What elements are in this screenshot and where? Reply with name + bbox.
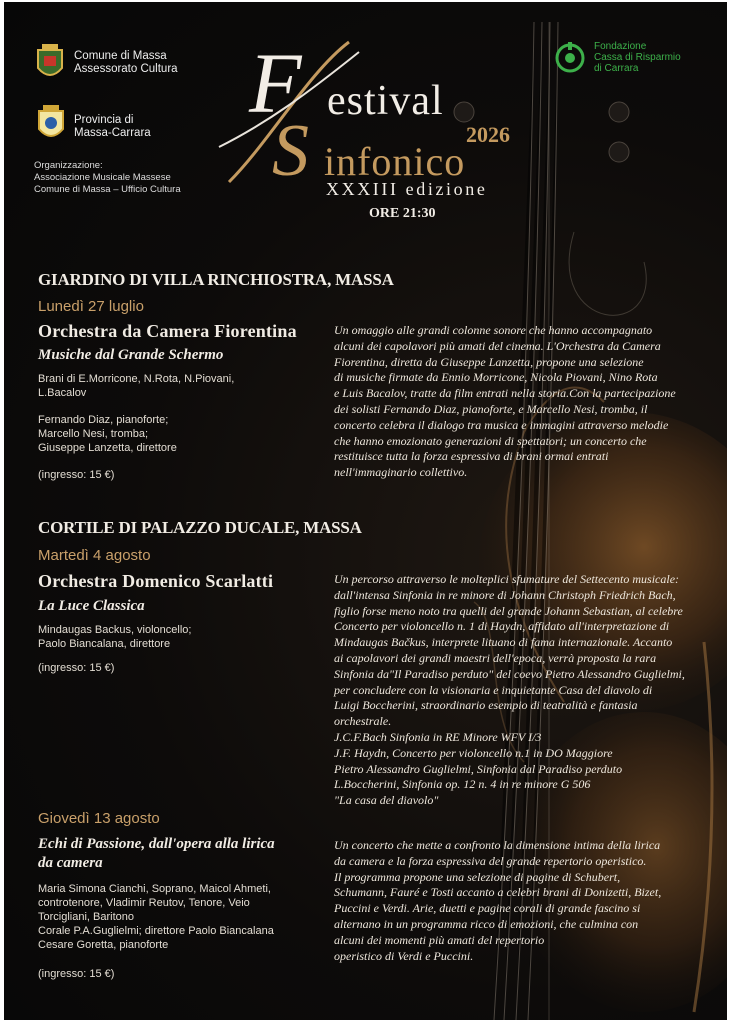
comune-logo bbox=[34, 42, 66, 89]
desc-line: ai capolavori dei grandi maestri dell'epoca, verrà proposta la rara bbox=[334, 650, 657, 665]
event-2-performers bbox=[38, 623, 191, 651]
desc-line: operistico di Verdi e Puccini. bbox=[334, 948, 474, 963]
performer-line: Mindaugas Backus, violoncello; bbox=[38, 624, 192, 636]
desc-line: e Luis Bacalov, tratte da film entrati nella storia.Con la partecipazione bbox=[334, 386, 676, 401]
event-1-date: Lunedì 27 luglio bbox=[38, 298, 144, 315]
title-letter-f: F bbox=[249, 35, 302, 131]
title-edition: XXXIII edizione bbox=[326, 179, 488, 199]
event-3-performers bbox=[38, 882, 274, 952]
provincia-name-1: Provincia di bbox=[74, 114, 134, 126]
desc-line: alcuni dei capolavori più amati del cinema. L'Orchestra da Camera bbox=[334, 338, 661, 353]
desc-line: Concerto per violoncello n. 1 di Haydn, affidato all'interpretazione di bbox=[334, 619, 670, 634]
event-3-subtitle bbox=[38, 835, 275, 873]
desc-line: Fiorentina, diretta da Giuseppe Lanzetta, propone una selezione bbox=[334, 354, 644, 369]
org-line-1: Associazione Musicale Massese bbox=[34, 172, 171, 183]
event-3-date: Giovedì 13 agosto bbox=[38, 810, 160, 827]
subtitle-line: da camera bbox=[38, 855, 103, 871]
org-line-2: Comune di Massa – Ufficio Cultura bbox=[34, 184, 181, 195]
event-2-subtitle: La Luce Classica bbox=[38, 598, 145, 614]
organizzazione bbox=[34, 160, 181, 196]
comune-name: Comune di Massa bbox=[74, 50, 167, 62]
desc-line: J.F. Haydn, Concerto per violoncello n.1 in DO Maggiore bbox=[334, 745, 613, 760]
desc-line: Puccini e Verdi. Arie, duetti e pagine corali di grande fascino si bbox=[334, 901, 641, 916]
desc-line: di musiche firmate da Ennio Morricone, Nicola Piovani, Nino Rota bbox=[334, 370, 658, 385]
concert-time: ORE 21:30 bbox=[369, 206, 436, 221]
title-year: 2026 bbox=[466, 122, 510, 147]
desc-line: restituisce tutta la forza espressiva di brani ormai entrati bbox=[334, 449, 609, 464]
performer-line: Corale P.A.Guglielmi; direttore Paolo Biancalana bbox=[38, 925, 274, 937]
provincia-name-2: Massa-Carrara bbox=[74, 127, 151, 139]
performer-line: controtenore, Vladimir Reutov, Tenore, Veio bbox=[38, 897, 250, 909]
desc-line: alternano in un programma ricco di emozioni, che culmina con bbox=[334, 916, 639, 931]
event-1-description bbox=[334, 323, 676, 481]
fondazione-line-1: Fondazione bbox=[594, 41, 647, 52]
desc-line: Un concerto che mette a confronto la dimensione intima della lirica bbox=[334, 838, 661, 852]
provincia-crest-icon bbox=[36, 105, 66, 145]
provincia-logo bbox=[36, 105, 66, 150]
desc-line: Sinfonia da"Il Paradiso perduto" del coevo Pietro Alessandro Guglielmi, bbox=[334, 666, 685, 681]
desc-line: concerto celebra il dialogo tra musica e immagini attraverso melodie bbox=[334, 417, 669, 432]
event-2-orchestra: Orchestra Domenico Scarlatti bbox=[38, 571, 274, 591]
performer-line: Giuseppe Lanzetta, direttore bbox=[38, 442, 177, 454]
desc-line: figlio forse meno noto tra quelli del grande Johann Sebastian, al celebre bbox=[334, 603, 683, 618]
desc-line: Luigi Boccherini, straordinario esempio di teatralità e fantasia bbox=[334, 698, 638, 713]
desc-line: alcuni dei momenti più amati del repertorio bbox=[334, 932, 545, 947]
desc-line: Un omaggio alle grandi colonne sonore che hanno accompagnato bbox=[334, 323, 653, 337]
event-1-venue: GIARDINO DI VILLA RINCHIOSTRA, MASSA bbox=[38, 270, 394, 289]
performer-line: Cesare Goretta, pianoforte bbox=[38, 939, 169, 951]
event-1-ingresso: (ingresso: 15 €) bbox=[38, 469, 115, 481]
desc-line: Mindaugas Bačkus, interprete lituano di fama internazionale. Accanto bbox=[334, 635, 673, 650]
performer-line: Maria Simona Cianchi, Soprano, Maicol Ahmeti, bbox=[38, 883, 271, 895]
desc-line: Pietro Alessandro Guglielmi, Sinfonia dal Paradiso perduto bbox=[334, 761, 623, 776]
desc-line: dall'intensa Sinfonia in re minore di Johann Christoph Friedrich Bach, bbox=[334, 587, 676, 602]
fondazione-emblem-icon bbox=[554, 42, 586, 74]
comune-text bbox=[74, 50, 178, 76]
event-2-ingresso: (ingresso: 15 €) bbox=[38, 662, 115, 674]
event-2-date: Martedì 4 agosto bbox=[38, 547, 151, 564]
fondazione-text bbox=[594, 41, 681, 74]
festival-poster bbox=[4, 2, 727, 1020]
comune-crest-icon bbox=[34, 42, 66, 84]
desc-line: che hanno emozionato generazioni di spettatori; un concerto che bbox=[334, 433, 647, 448]
desc-line: da camera e la forza espressiva del grande repertorio operistico. bbox=[334, 853, 647, 868]
desc-line: L.Boccherini, Sinfonia op. 12 n. 4 in re minore G 506 bbox=[334, 777, 591, 792]
event-3-description bbox=[334, 838, 661, 964]
event-3-ingresso: (ingresso: 15 €) bbox=[38, 968, 115, 980]
fondazione-line-2: Cassa di Risparmio bbox=[594, 52, 681, 63]
desc-line: Schumann, Fauré e Tosti accanto a celebri brani di Donizetti, Bizet, bbox=[334, 885, 662, 900]
event-1-brani bbox=[38, 372, 234, 400]
performer-line: Marcello Nesi, tromba; bbox=[38, 428, 149, 440]
desc-line: nell'immaginario collettivo. bbox=[334, 465, 468, 480]
title-letter-s: S bbox=[272, 110, 309, 192]
fondazione-line-3: di Carrara bbox=[594, 63, 639, 74]
provincia-text bbox=[74, 114, 151, 140]
performer-line: Fernando Diaz, pianoforte; bbox=[38, 414, 169, 426]
event-1-brani-line: L.Bacalov bbox=[38, 387, 87, 399]
comune-dept: Assessorato Cultura bbox=[74, 63, 178, 75]
desc-line: per concludere con la visionaria e inquietante Casa del diavolo di bbox=[334, 682, 653, 697]
title-infonico: infonico bbox=[324, 139, 466, 184]
event-1-subtitle: Musiche dal Grande Schermo bbox=[38, 347, 224, 363]
event-2-description bbox=[334, 572, 685, 809]
title-estival: estival bbox=[327, 78, 444, 124]
org-label: Organizzazione: bbox=[34, 160, 103, 171]
event-1-brani-line: Brani di E.Morricone, N.Rota, N.Piovani, bbox=[38, 373, 235, 385]
subtitle-line: Echi di Passione, dall'opera alla lirica bbox=[38, 836, 275, 852]
desc-line: J.C.F.Bach Sinfonia in RE Minore WFV I/3 bbox=[334, 729, 542, 744]
desc-line: Un percorso attraverso le molteplici sfumature del Settecento musicale: bbox=[334, 572, 680, 586]
desc-line: Il programma propone una selezione di pagine di Schubert, bbox=[334, 869, 621, 884]
performer-line: Torcigliani, Baritono bbox=[38, 911, 134, 923]
performer-line: Paolo Biancalana, direttore bbox=[38, 638, 171, 650]
desc-line: dei solisti Fernando Diaz, pianoforte, e Marcello Nesi, tromba, il bbox=[334, 401, 648, 416]
fondazione-logo bbox=[554, 42, 586, 79]
desc-line: orchestrale. bbox=[334, 714, 392, 729]
desc-line: "La casa del diavolo" bbox=[334, 793, 439, 808]
event-1-performers bbox=[38, 413, 177, 455]
event-1-orchestra: Orchestra da Camera Fiorentina bbox=[38, 321, 297, 341]
event-2-venue: CORTILE DI PALAZZO DUCALE, MASSA bbox=[38, 518, 362, 537]
